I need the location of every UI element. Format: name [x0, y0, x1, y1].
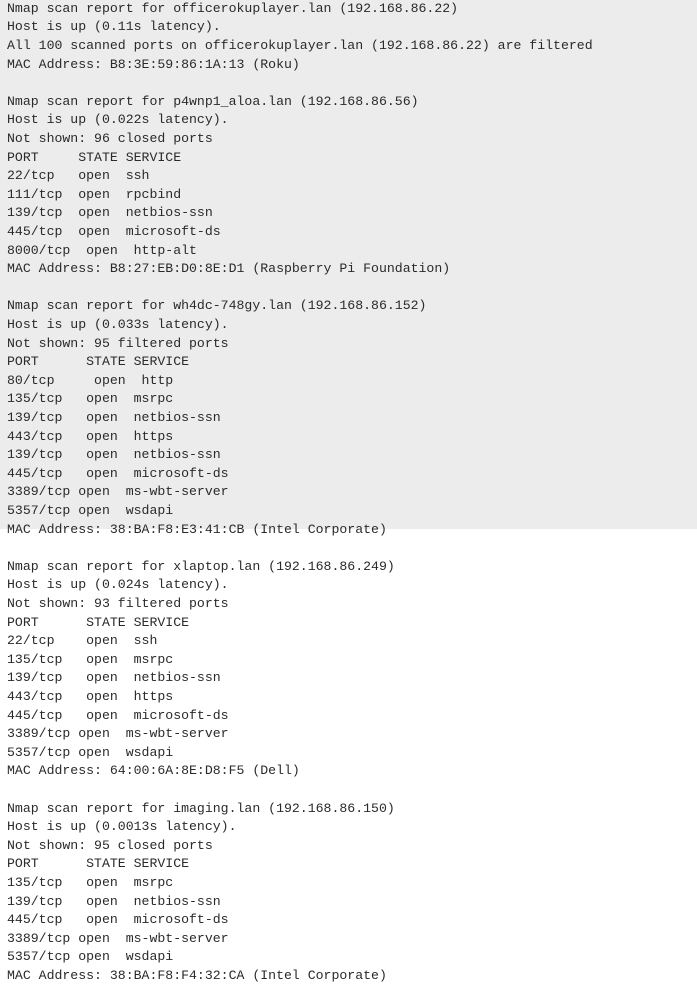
output-line: 22/tcp open ssh [7, 633, 158, 649]
output-line: 3389/tcp open ms-wbt-server [7, 726, 229, 742]
output-line: Not shown: 95 filtered ports [7, 335, 229, 351]
output-line: MAC Address: 38:BA:F8:F4:32:CA (Intel Corporate) [7, 967, 387, 983]
output-line: Nmap scan report for wh4dc-748gy.lan (192.168.86.152) [7, 298, 427, 314]
output-line: Not shown: 96 closed ports [7, 130, 213, 146]
output-line: 139/tcp open netbios-ssn [7, 205, 213, 221]
output-line: 139/tcp open netbios-ssn [7, 447, 221, 463]
output-line: Host is up (0.022s latency). [7, 112, 229, 128]
output-line: 3389/tcp open ms-wbt-server [7, 484, 229, 500]
output-line: PORT STATE SERVICE [7, 614, 190, 630]
output-line: PORT STATE SERVICE [7, 149, 182, 165]
output-line: 443/tcp open https [7, 688, 174, 704]
output-line: Nmap scan report for imaging.lan (192.168.86.150) [7, 800, 395, 816]
output-line: MAC Address: 64:00:6A:8E:D8:F5 (Dell) [7, 763, 300, 779]
output-line: Not shown: 95 closed ports [7, 837, 213, 853]
output-line: 5357/tcp open wsdapi [7, 502, 174, 518]
output-line: 139/tcp open netbios-ssn [7, 670, 221, 686]
output-line: PORT STATE SERVICE [7, 856, 190, 872]
output-line: 139/tcp open netbios-ssn [7, 409, 221, 425]
output-line: 445/tcp open microsoft-ds [7, 912, 229, 928]
output-line: Host is up (0.033s latency). [7, 316, 229, 332]
output-line: 111/tcp open rpcbind [7, 186, 182, 202]
output-line: 80/tcp open http [7, 372, 174, 388]
output-line: 22/tcp open ssh [7, 168, 150, 184]
output-line: 445/tcp open microsoft-ds [7, 223, 221, 239]
output-line: MAC Address: B8:27:EB:D0:8E:D1 (Raspberry Pi Foundation) [7, 261, 451, 277]
output-line: MAC Address: B8:3E:59:86:1A:13 (Roku) [7, 56, 300, 72]
output-line: 5357/tcp open wsdapi [7, 744, 174, 760]
output-line: 135/tcp open msrpc [7, 651, 174, 667]
output-line: Host is up (0.024s latency). [7, 577, 229, 593]
output-line: 445/tcp open microsoft-ds [7, 465, 229, 481]
output-line: 135/tcp open msrpc [7, 874, 174, 890]
output-line: Nmap scan report for p4wnp1_aloa.lan (192.168.86.56) [7, 93, 419, 109]
output-line: 443/tcp open https [7, 428, 174, 444]
output-line: MAC Address: 38:BA:F8:E3:41:CB (Intel Corporate) [7, 521, 387, 537]
output-line: 135/tcp open msrpc [7, 391, 174, 407]
output-line: 445/tcp open microsoft-ds [7, 707, 229, 723]
output-line: Nmap scan report for xlaptop.lan (192.168.86.249) [7, 558, 395, 574]
output-line: 5357/tcp open wsdapi [7, 949, 174, 965]
output-line: PORT STATE SERVICE [7, 354, 190, 370]
output-line: All 100 scanned ports on officerokuplayer.lan (192.168.86.22) are filtered [7, 37, 593, 53]
output-line: 139/tcp open netbios-ssn [7, 893, 221, 909]
output-line: Host is up (0.11s latency). [7, 19, 221, 35]
output-line: 3389/tcp open ms-wbt-server [7, 930, 229, 946]
output-line: Nmap scan report for officerokuplayer.lan (192.168.86.22) [7, 0, 459, 16]
output-line: Host is up (0.0013s latency). [7, 819, 237, 835]
output-line: 8000/tcp open http-alt [7, 242, 197, 258]
output-line: Not shown: 93 filtered ports [7, 595, 229, 611]
